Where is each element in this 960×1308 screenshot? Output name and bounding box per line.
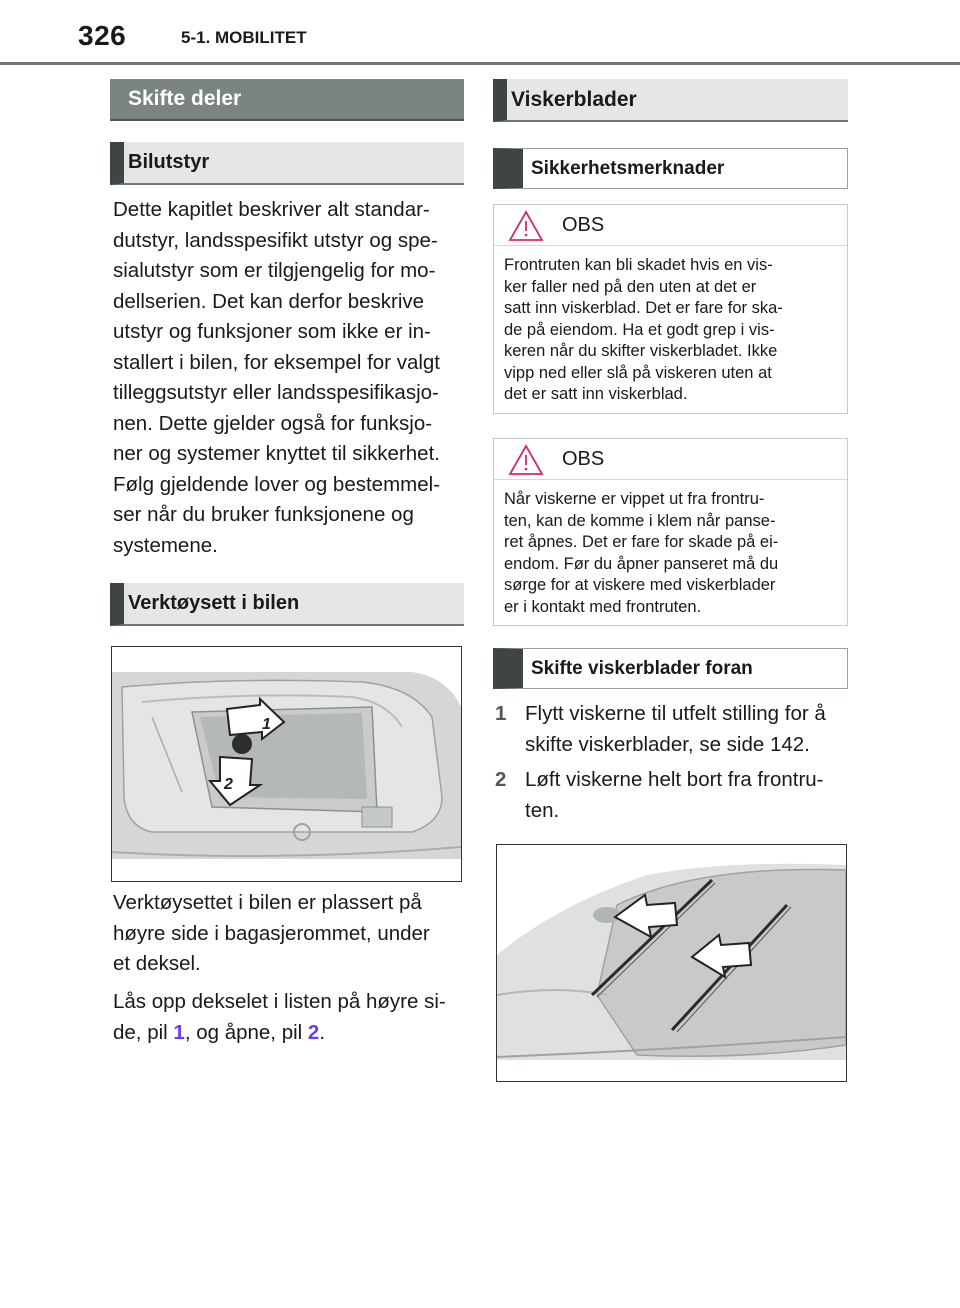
warning-box-2 bbox=[493, 438, 848, 626]
text-line: vipp ned eller slå på viskeren uten at bbox=[504, 363, 772, 382]
subheading-text: Sikkerhetsmerknader bbox=[531, 157, 725, 179]
windshield-illustration bbox=[497, 845, 846, 1081]
step-number: 2 bbox=[495, 768, 507, 791]
warning-header bbox=[494, 439, 847, 480]
text-line: Frontruten kan bli skadet hvis en vis- bbox=[504, 256, 773, 274]
text-line: Løft viskerne helt bort fra frontru- bbox=[525, 768, 824, 791]
text-line: Verktøysettet i bilen er plassert på bbox=[113, 891, 422, 914]
step-2 bbox=[493, 764, 848, 826]
text-line: ner og systemer knyttet til sikkerhet. bbox=[113, 442, 440, 465]
text-line: høyre side i bagasjerommet, under bbox=[113, 921, 430, 945]
text-line: Flytt viskerne til utfelt stilling for å bbox=[525, 702, 826, 725]
subheading-sikkerhetsmerknader bbox=[493, 148, 848, 189]
arrow-2-reference: 2 bbox=[307, 1020, 320, 1044]
text-line: Følg gjeldende lover og bestemmel- bbox=[113, 472, 441, 496]
text-line: ser når du bruker funksjonene og bbox=[113, 503, 414, 526]
toolkit-paragraph bbox=[113, 888, 468, 980]
toolkit-figure bbox=[111, 646, 462, 882]
text-line: keren når du skifter viskerbladet. Ikke bbox=[504, 342, 778, 360]
warning-text bbox=[494, 480, 847, 618]
text-line: stallert i bilen, for eksempel for valgt bbox=[113, 350, 440, 374]
text-line: sialutstyr som er tilgjengelig for mo- bbox=[113, 259, 436, 282]
text-line: er i kontakt med frontruten. bbox=[504, 597, 702, 616]
section-heading-viskerblader bbox=[493, 79, 848, 122]
chapter-title: 5-1. MOBILITET bbox=[181, 28, 307, 47]
text-line: dutstyr, landsspesifikt utstyr og spe- bbox=[113, 228, 438, 252]
warning-box-1 bbox=[493, 204, 848, 414]
text-fragment: . bbox=[319, 1020, 326, 1044]
warning-triangle-icon bbox=[508, 210, 544, 242]
subheading-text: Bilutstyr bbox=[128, 151, 210, 173]
arrow-1-reference: 1 bbox=[173, 1020, 185, 1044]
bilutstyr-paragraph bbox=[113, 195, 468, 561]
text-line: et deksel. bbox=[113, 952, 201, 975]
text-line bbox=[113, 1018, 473, 1049]
text-line: skifte viskerblader, se side 142. bbox=[525, 733, 810, 756]
text-fragment: de, pil bbox=[113, 1020, 174, 1044]
text-line: det er satt inn viskerblad. bbox=[504, 385, 688, 403]
warning-label: OBS bbox=[562, 214, 605, 236]
text-line: tilleggsutstyr eller landsspesifikasjo- bbox=[113, 381, 439, 404]
step-1 bbox=[493, 698, 848, 760]
text-line: ker faller ned på den uten at det er bbox=[504, 277, 757, 296]
section-heading-text: Skifte deler bbox=[128, 87, 242, 110]
subheading-skifte-viskerblader bbox=[493, 648, 848, 689]
text-line: sørge for at viskere med viskerblader bbox=[504, 576, 776, 594]
instruction-steps bbox=[493, 698, 848, 830]
unlock-paragraph bbox=[113, 987, 473, 1048]
text-line: dellserien. Det kan derfor beskrive bbox=[113, 289, 425, 313]
warning-triangle-icon bbox=[508, 444, 544, 476]
subheading-text: Skifte viskerblader foran bbox=[531, 657, 753, 679]
trunk-illustration bbox=[112, 647, 461, 881]
text-line: endom. Før du åpner panseret må du bbox=[504, 554, 779, 573]
text-line: de på eiendom. Ha et godt grep i vis- bbox=[504, 320, 775, 339]
warning-label: OBS bbox=[562, 448, 605, 470]
arrow-label-2: 2 bbox=[224, 776, 233, 793]
warning-header bbox=[494, 205, 847, 246]
wiper-figure bbox=[496, 844, 847, 1082]
page-number: 326 bbox=[78, 20, 127, 51]
text-line: utstyr og funksjoner som ikke er in- bbox=[113, 320, 431, 343]
text-line: ten, kan de komme i klem når panse- bbox=[504, 511, 776, 530]
text-line: nen. Dette gjelder også for funksjo- bbox=[113, 411, 433, 435]
text-line: Lås opp dekselet i listen på høyre si- bbox=[113, 990, 446, 1013]
text-line: Når viskerne er vippet ut fra frontru- bbox=[504, 490, 765, 508]
step-number: 1 bbox=[495, 702, 507, 725]
text-line: Dette kapitlet beskriver alt standar- bbox=[113, 198, 430, 221]
warning-text bbox=[494, 246, 847, 406]
text-line: satt inn viskerblad. Det er fare for ska- bbox=[504, 299, 783, 317]
text-line: systemene. bbox=[113, 533, 218, 557]
subheading-bilutstyr bbox=[110, 142, 464, 185]
text-line: ret åpnes. Det er fare for skade på ei- bbox=[504, 533, 779, 551]
text-fragment: , og åpne, pil bbox=[184, 1020, 308, 1044]
subheading-text: Verktøysett i bilen bbox=[128, 592, 300, 614]
header-divider bbox=[0, 62, 960, 65]
section-heading-text: Viskerblader bbox=[511, 87, 637, 111]
arrow-label-1: 1 bbox=[262, 716, 271, 733]
text-line: ten. bbox=[525, 799, 560, 822]
section-heading-skifte-deler bbox=[110, 79, 464, 121]
subheading-verktoysett bbox=[110, 583, 464, 626]
